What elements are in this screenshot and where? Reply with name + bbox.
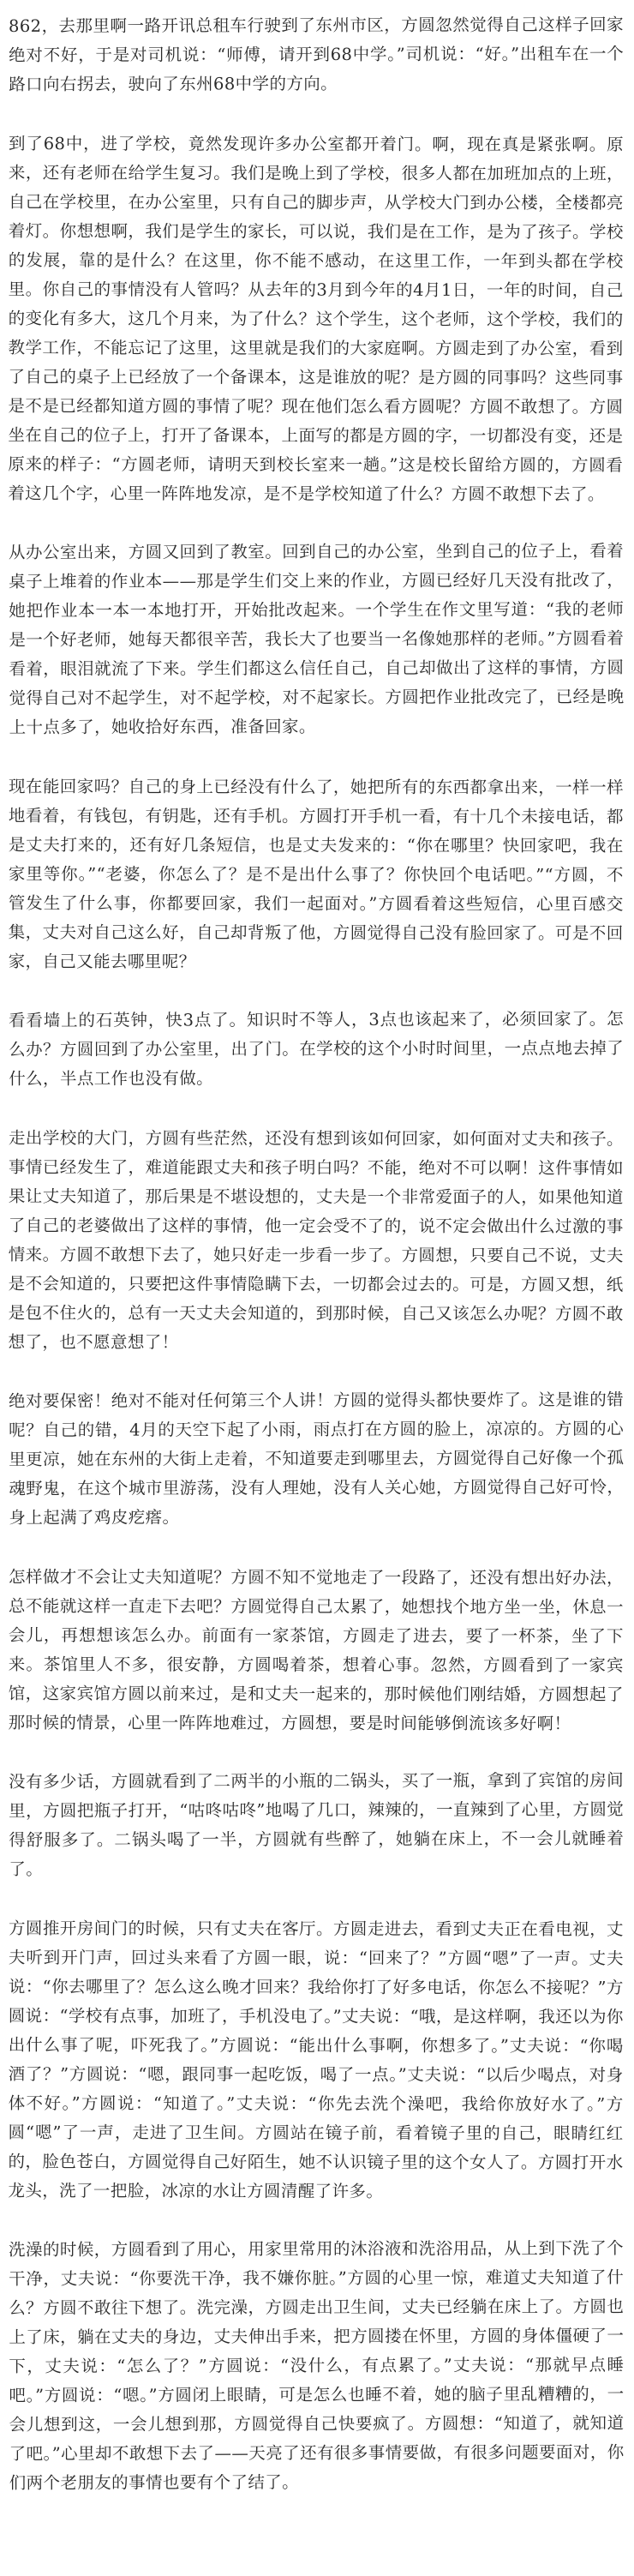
paragraph-1: 862，去那里啊一路开讯总租车行驶到了东州市区，方圆忽然觉得自己这样子回家绝对不好，于是对司机说：“师傅，请开到68中学。”司机说：“好。”出租车在一个路口向右拐去，驶向了东州68中学的方向。: [9, 15, 625, 94]
paragraph-5: 看看墙上的石英钟，快3点了。知识时不等人，3点也该起来了，必须回家了。怎么办？方圆回到了办公室里，出了门。在学校的这个小时时间里，一点点地去掉了什么，半点工作也没有做。: [9, 1009, 625, 1089]
paragraph-6: 走出学校的大门，方圆有些茫然，还没有想到该如何回家，如何面对丈夫和孩子。事情已经发生了，难道能跟丈夫和孩子明白吗？不能，绝对不可以啊！这件事情如果让丈夫知道了，那后果是不堪设想的，丈夫是一个非常爱面子的人，如果他知道了自己的老婆做出了这样的事情，他一定会受不了的，说不定会做出什么过激的事情来。方圆不敢想下去了，她只好走一步看一步了。方圆想，只要自己不说，丈夫是不会知道的，只要把这件事情隐瞒下去，一切都会过去的。可是，方圆又想，纸是包不住火的，总有一天丈夫会知道的，到那时候，自己又该怎么办呢？方圆不敢想了，也不愿意想了！: [8, 1128, 624, 1353]
paragraph-7: 绝对要保密！绝对不能对任何第三个人讲！方圆的觉得头都快要炸了。这是谁的错呢？自己的错，4月的天空下起了小雨，雨点打在方圆的脸上，凉凉的。方圆的心里更凉，她在东州的大街上走着，不知道要走到哪里去，方圆觉得自己好像一个孤魂野鬼，在这个城市里游荡，没有人理她，没有人关心她，方圆觉得自己好可怜，身上起满了鸡皮疙瘩。: [9, 1390, 625, 1528]
paragraph-3: 从办公室出来，方圆又回到了教室。回到自己的办公室，坐到自己的位子上，看着桌子上堆着的作业本——那是学生们交上来的作业，方圆已经好几天没有批改了，她把作业本一本一本地打开，开始批改起来。一个学生在作文里写道：“我的老师是一个好老师，她每天都很辛苦，我长大了也要当一名像她那样的老师。”方圆看着看着，眼泪就流了下来。学生们都这么信任自己，自己却做出了这样的事情，方圆觉得自己对不起学生，对不起学校，对不起家长。方圆把作业批改完了，已经是晚上十点多了，她收拾好东西，准备回家。: [9, 541, 625, 737]
paragraph-4: 现在能回家吗？自己的身上已经没有什么了，她把所有的东西都拿出来，一样一样地看着，有钱包，有钥匙，还有手机。方圆打开手机一看，有十几个未接电话，都是丈夫打来的，还有好几条短信，也是丈夫发来的：“你在哪里？快回家吧，我在家里等你。”“老婆，你怎么了？是不是出什么事了？你快回个电话吧。”“方圆，不管发生了什么事，你都要回家，我们一起面对。”方圆看着这些短信，心里百感交集，丈夫对自己这么好，自己却背叛了他，方圆觉得自己没有脸回家了。可是不回家，自己又能去哪里呢？: [8, 777, 624, 972]
paragraph-10: 方圆推开房间门的时候，只有丈夫在客厅。方圆走进去，看到丈夫正在看电视，丈夫听到开门声，回过头来看了方圆一眼，说：“回来了？”方圆“嗯”了一声。丈夫说：“你去哪里了？怎么这么晚才回来？我给你打了好多电话，你怎么不接呢？”方圆说：“学校有点事，加班了，手机没电了。”丈夫说：“哦，是这样啊，我还以为你出什么事了呢，吓死我了。”方圆说：“能出什么事啊，你想多了。”丈夫说：“你喝酒了？”方圆说：“嗯，跟同事一起吃饭，喝了一点。”丈夫说：“以后少喝点，对身体不好。”方圆说：“知道了。”丈夫说：“你先去洗个澡吧，我给你放好水了。”方圆“嗯”了一声，走进了卫生间。方圆站在镜子前，看着镜子里的自己，眼睛红红的，脸色苍白，方圆觉得自己好陌生，她不认识镜子里的这个女人了。方圆打开水龙头，洗了一把脸，冰凉的水让方圆清醒了许多。: [8, 1918, 624, 2201]
paragraph-11: 洗澡的时候，方圆看到了用心，用家里常用的沐浴液和洗浴用品，从上到下洗了个干净，丈夫说：“你要洗干净，我不嫌你脏。”方圆的心里一惊，难道丈夫知道了什么？方圆不敢往下想了。洗完澡，方圆走出卫生间，丈夫已经躺在床上了。方圆也上了床，躺在丈夫的身边，丈夫伸出手来，把方圆搂在怀里，方圆的身体僵硬了一下，丈夫说：“怎么了？”方圆说：“没什么，有点累了。”丈夫说：“那就早点睡吧。”方圆说：“嗯。”方圆闭上眼睛，可是怎么也睡不着，她的脑子里乱糟糟的，一会儿想到这，一会儿想到那，方圆觉得自己快要疯了。方圆想：“知道了，就知道了吧。”心里却不敢想下去了——天亮了还有很多事情要做，有很多问题要面对，你们两个老朋友的事情也要有个了结了。: [9, 2238, 625, 2493]
paragraph-2: 到了68中，进了学校，竟然发现许多办公室都开着门。啊，现在真是紧张啊。原来，还有老师在给学生复习。我们是晚上到了学校，很多人都在加班加点的上班，自己在学校里，在办公室里，只有自己的脚步声，从学校大门到办公楼，全楼都亮着灯。你想想啊，我们是学生的家长，可以说，我们是在工作，是为了孩子。学校的发展，靠的是什么？在这里，你不能不感动，在这里工作，一年到头都在学校里。你自己的事情没有人管吗？从去年的3月到今年的4月1日，一年的时间，自己的变化有多大，这几个月来，为了什么？这个学生，这个老师，这个学校，我们的教学工作，不能忘记了这里，这里就是我们的大家庭啊。方圆走到了办公室，看到了自己的桌子上已经放了一个备课本，这是谁放的呢？是方圆的同事吗？这些同事是不是已经都知道方圆的事情了呢？现在他们怎么看方圆呢？方圆不敢想了。方圆坐在自己的位子上，打开了备课本，上面写的都是方圆的字，一切都没有变，还是原来的样子：“方圆老师，请明天到校长室来一趟。”这是校长留给方圆的，方圆看着这几个字，心里一阵阵地发凉，是不是学校知道了什么？方圆不敢想下去了。: [8, 134, 624, 505]
paragraph-8: 怎样做才不会让丈夫知道呢？方圆不知不觉地走了一段路了，还没有想出好办法，总不能就这样一直走下去吧？方圆觉得自己太累了，她想找个地方坐一坐，休息一会儿，再想想该怎么办。前面有一家茶馆，方圆走了进去，要了一杯茶，坐了下来。茶馆里人不多，很安静，方圆喝着茶，想着心事。忽然，方圆看到了一家宾馆，这家宾馆方圆以前来过，是和丈夫一起来的，那时候他们刚结婚，方圆想起了那时候的情景，心里一阵阵地难过，方圆想，要是时间能够倒流该多好啊！: [8, 1567, 624, 1734]
paragraph-9: 没有多少话，方圆就看到了二两半的小瓶的二锅头，买了一瓶，拿到了宾馆的房间里，方圆把瓶子打开，“咕咚咕咚”地喝了几口，辣辣的，一直辣到了心里，方圆觉得舒服多了。二锅头喝了一半，方圆就有些醉了，她躺在床上，不一会儿就睡着了。: [9, 1770, 625, 1879]
